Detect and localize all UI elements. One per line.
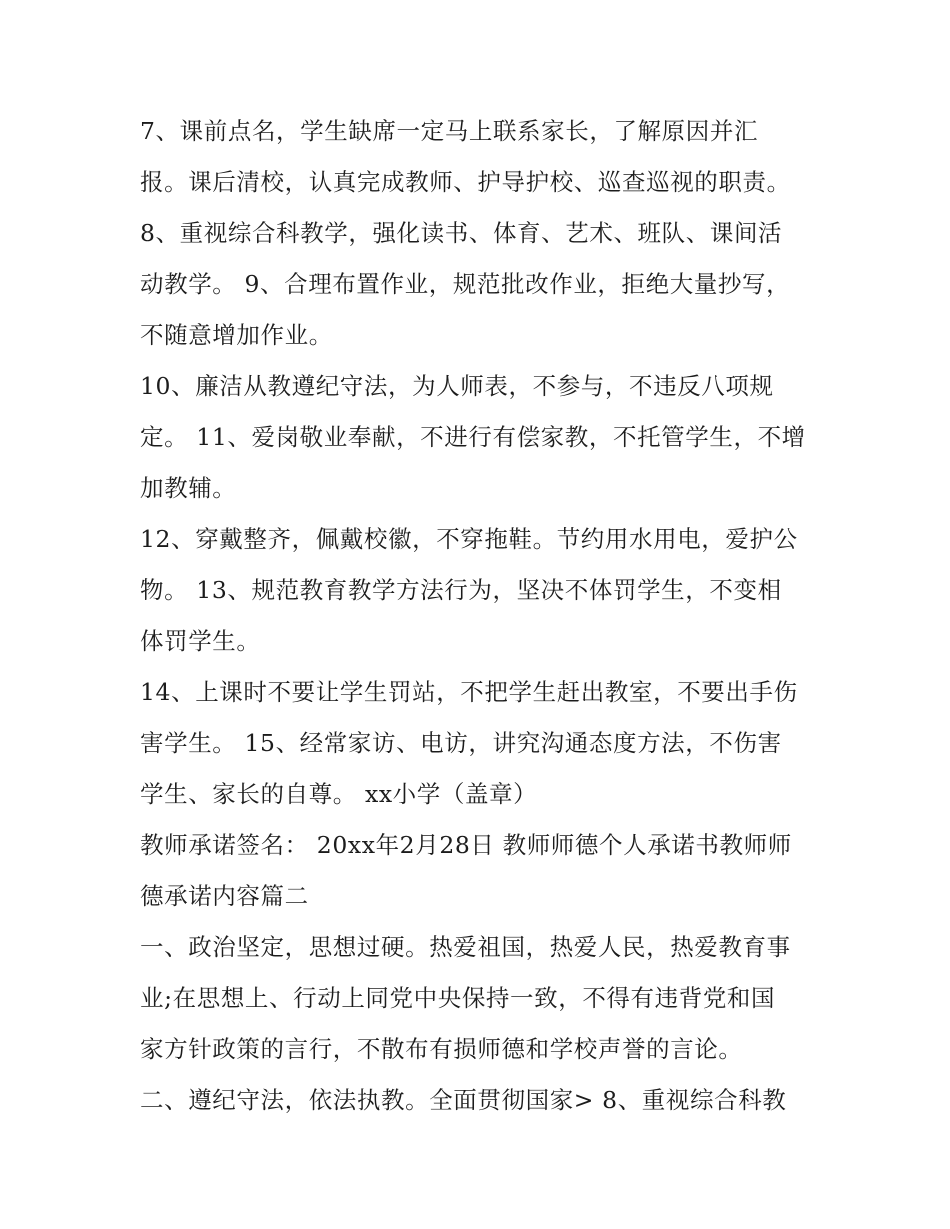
text-line: 害学生。 15、经常家访、电访，讲究沟通态度方法，不伤害 [140,729,782,757]
text-line: 体罚学生。 [140,627,261,655]
text-line: 加教辅。 [140,474,237,502]
text-line: 学生、家长的自尊。 xx小学（盖章） [140,780,538,808]
text-line: 12、穿戴整齐，佩戴校徽，不穿拖鞋。节约用水用电，爱护公 [140,525,798,553]
text-line: 14、上课时不要让学生罚站，不把学生赶出教室，不要出手伤 [140,678,798,706]
text-line: 二、遵纪守法，依法执教。全面贯彻国家> 8、重视综合科教 [140,1086,787,1114]
text-line: 物。 13、规范教育教学方法行为，坚决不体罚学生，不变相 [140,576,782,604]
text-line: 动教学。 9、合理布置作业，规范批改作业，拒绝大量抄写， [140,270,791,298]
text-line: 一、政治坚定，思想过硬。热爱祖国，热爱人民，热爱教育事 [140,933,791,961]
document-body [140,106,830,1126]
text-line: 8、重视综合科教学，强化读书、体育、艺术、班队、课间活 [140,219,783,247]
text-line: 家方针政策的言行，不散布有损师德和学校声誉的言论。 [140,1035,743,1063]
text-line: 7、课前点名，学生缺席一定马上联系家长，了解原因并汇 [140,117,759,145]
text-line: 业;在思想上、行动上同党中央保持一致，不得有违背党和国 [140,984,776,1012]
text-line: 定。 11、爱岗敬业奉献，不进行有偿家教，不托管学生，不增 [140,423,806,451]
text-line: 不随意增加作业。 [140,321,333,349]
text-line: 德承诺内容篇二 [140,882,309,910]
text-line: 教师承诺签名： 20xx年2月28日 教师师德个人承诺书教师师 [140,831,792,859]
text-line: 报。课后清校，认真完成教师、护导护校、巡查巡视的职责。 [140,168,791,196]
text-line: 10、廉洁从教遵纪守法，为人师表，不参与，不违反八项规 [140,372,774,400]
